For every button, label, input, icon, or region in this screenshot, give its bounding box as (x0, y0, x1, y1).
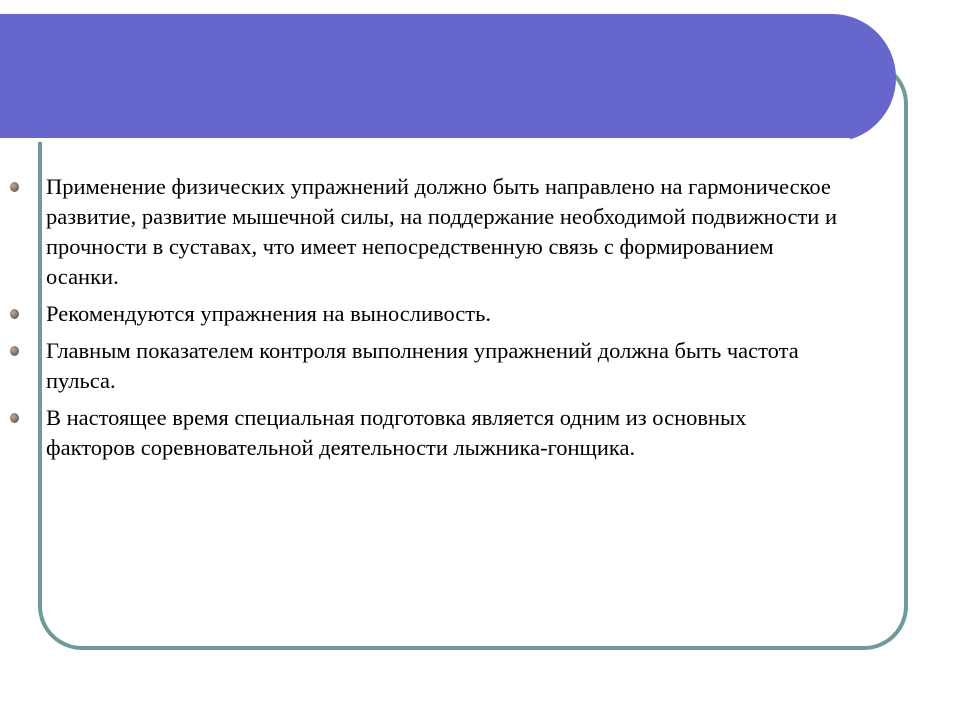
list-item (10, 172, 840, 292)
list-item (10, 336, 840, 396)
bullet-list (10, 172, 840, 470)
bullet-text: Рекомендуются упражнения на выносливость. (46, 301, 492, 326)
list-item (10, 299, 840, 329)
round-bullet-icon (10, 346, 19, 356)
title-bar (0, 14, 896, 142)
round-bullet-icon (10, 309, 19, 319)
list-item (10, 403, 840, 463)
bullet-text: Применение физических упражнений должно быть направлено на гармоническое развитие, развитие мышечной силы, на поддержание необходимой подвижности и прочности в суставах, что имеет непосредственную связь с формированием осанки. (46, 174, 838, 289)
bullet-text: Главным показателем контроля выполнения упражнений должна быть частота пульса. (46, 338, 799, 393)
bullet-text: В настоящее время специальная подготовка является одним из основных факторов соревновательной деятельности лыжника-гонщика. (46, 405, 747, 460)
round-bullet-icon (10, 413, 19, 423)
round-bullet-icon (10, 182, 19, 192)
title-underline (0, 138, 850, 142)
